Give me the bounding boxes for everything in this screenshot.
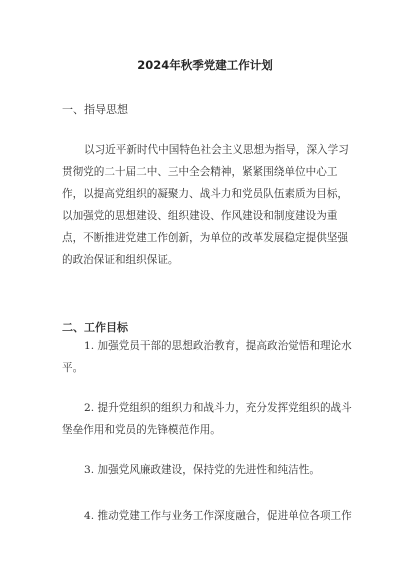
paragraph-line: 以习近平新时代中国特色社会主义思想为指导，深入学习 (84, 144, 349, 156)
paragraph-line: 作，以提高党组织的凝聚力、战斗力和党员队伍素质为目标， (62, 188, 349, 200)
paragraph-line: 点，不断推进党建工作创新，为单位的改革发展稳定提供坚强 (62, 232, 349, 244)
goal-item-4 (62, 505, 362, 527)
goal-line: 堡垒作用和党员的先锋模范作用。 (62, 424, 221, 436)
document-title: 2024年秋季党建工作计划 (137, 58, 273, 72)
guiding-ideology-paragraph (62, 139, 362, 271)
paragraph-line: 以加强党的思想建设、组织建设、作风建设和制度建设为重 (62, 210, 338, 222)
paragraph-line: 的政治保证和组织保证。 (62, 254, 179, 266)
goal-line: 4. 推动党建工作与业务工作深度融合，促进单位各项工作 (84, 510, 352, 522)
goal-item-1 (62, 335, 362, 379)
goal-item-2 (62, 397, 362, 441)
goal-line: 平。 (62, 362, 84, 374)
goal-item-3 (62, 459, 362, 481)
section-heading-work-goals: 二、工作目标 (62, 321, 128, 334)
goal-line: 2. 提升党组织的组织力和战斗力，充分发挥党组织的战斗 (84, 402, 352, 414)
goal-line: 3. 加强党风廉政建设，保持党的先进性和纯洁性。 (84, 464, 320, 476)
section-heading-guiding-ideology: 一、指导思想 (62, 103, 128, 116)
paragraph-line: 贯彻党的二十届二中、三中全会精神，紧紧围绕单位中心工 (62, 166, 338, 178)
goal-line: 1. 加强党员干部的思想政治教育，提高政治觉悟和理论水 (84, 340, 352, 352)
